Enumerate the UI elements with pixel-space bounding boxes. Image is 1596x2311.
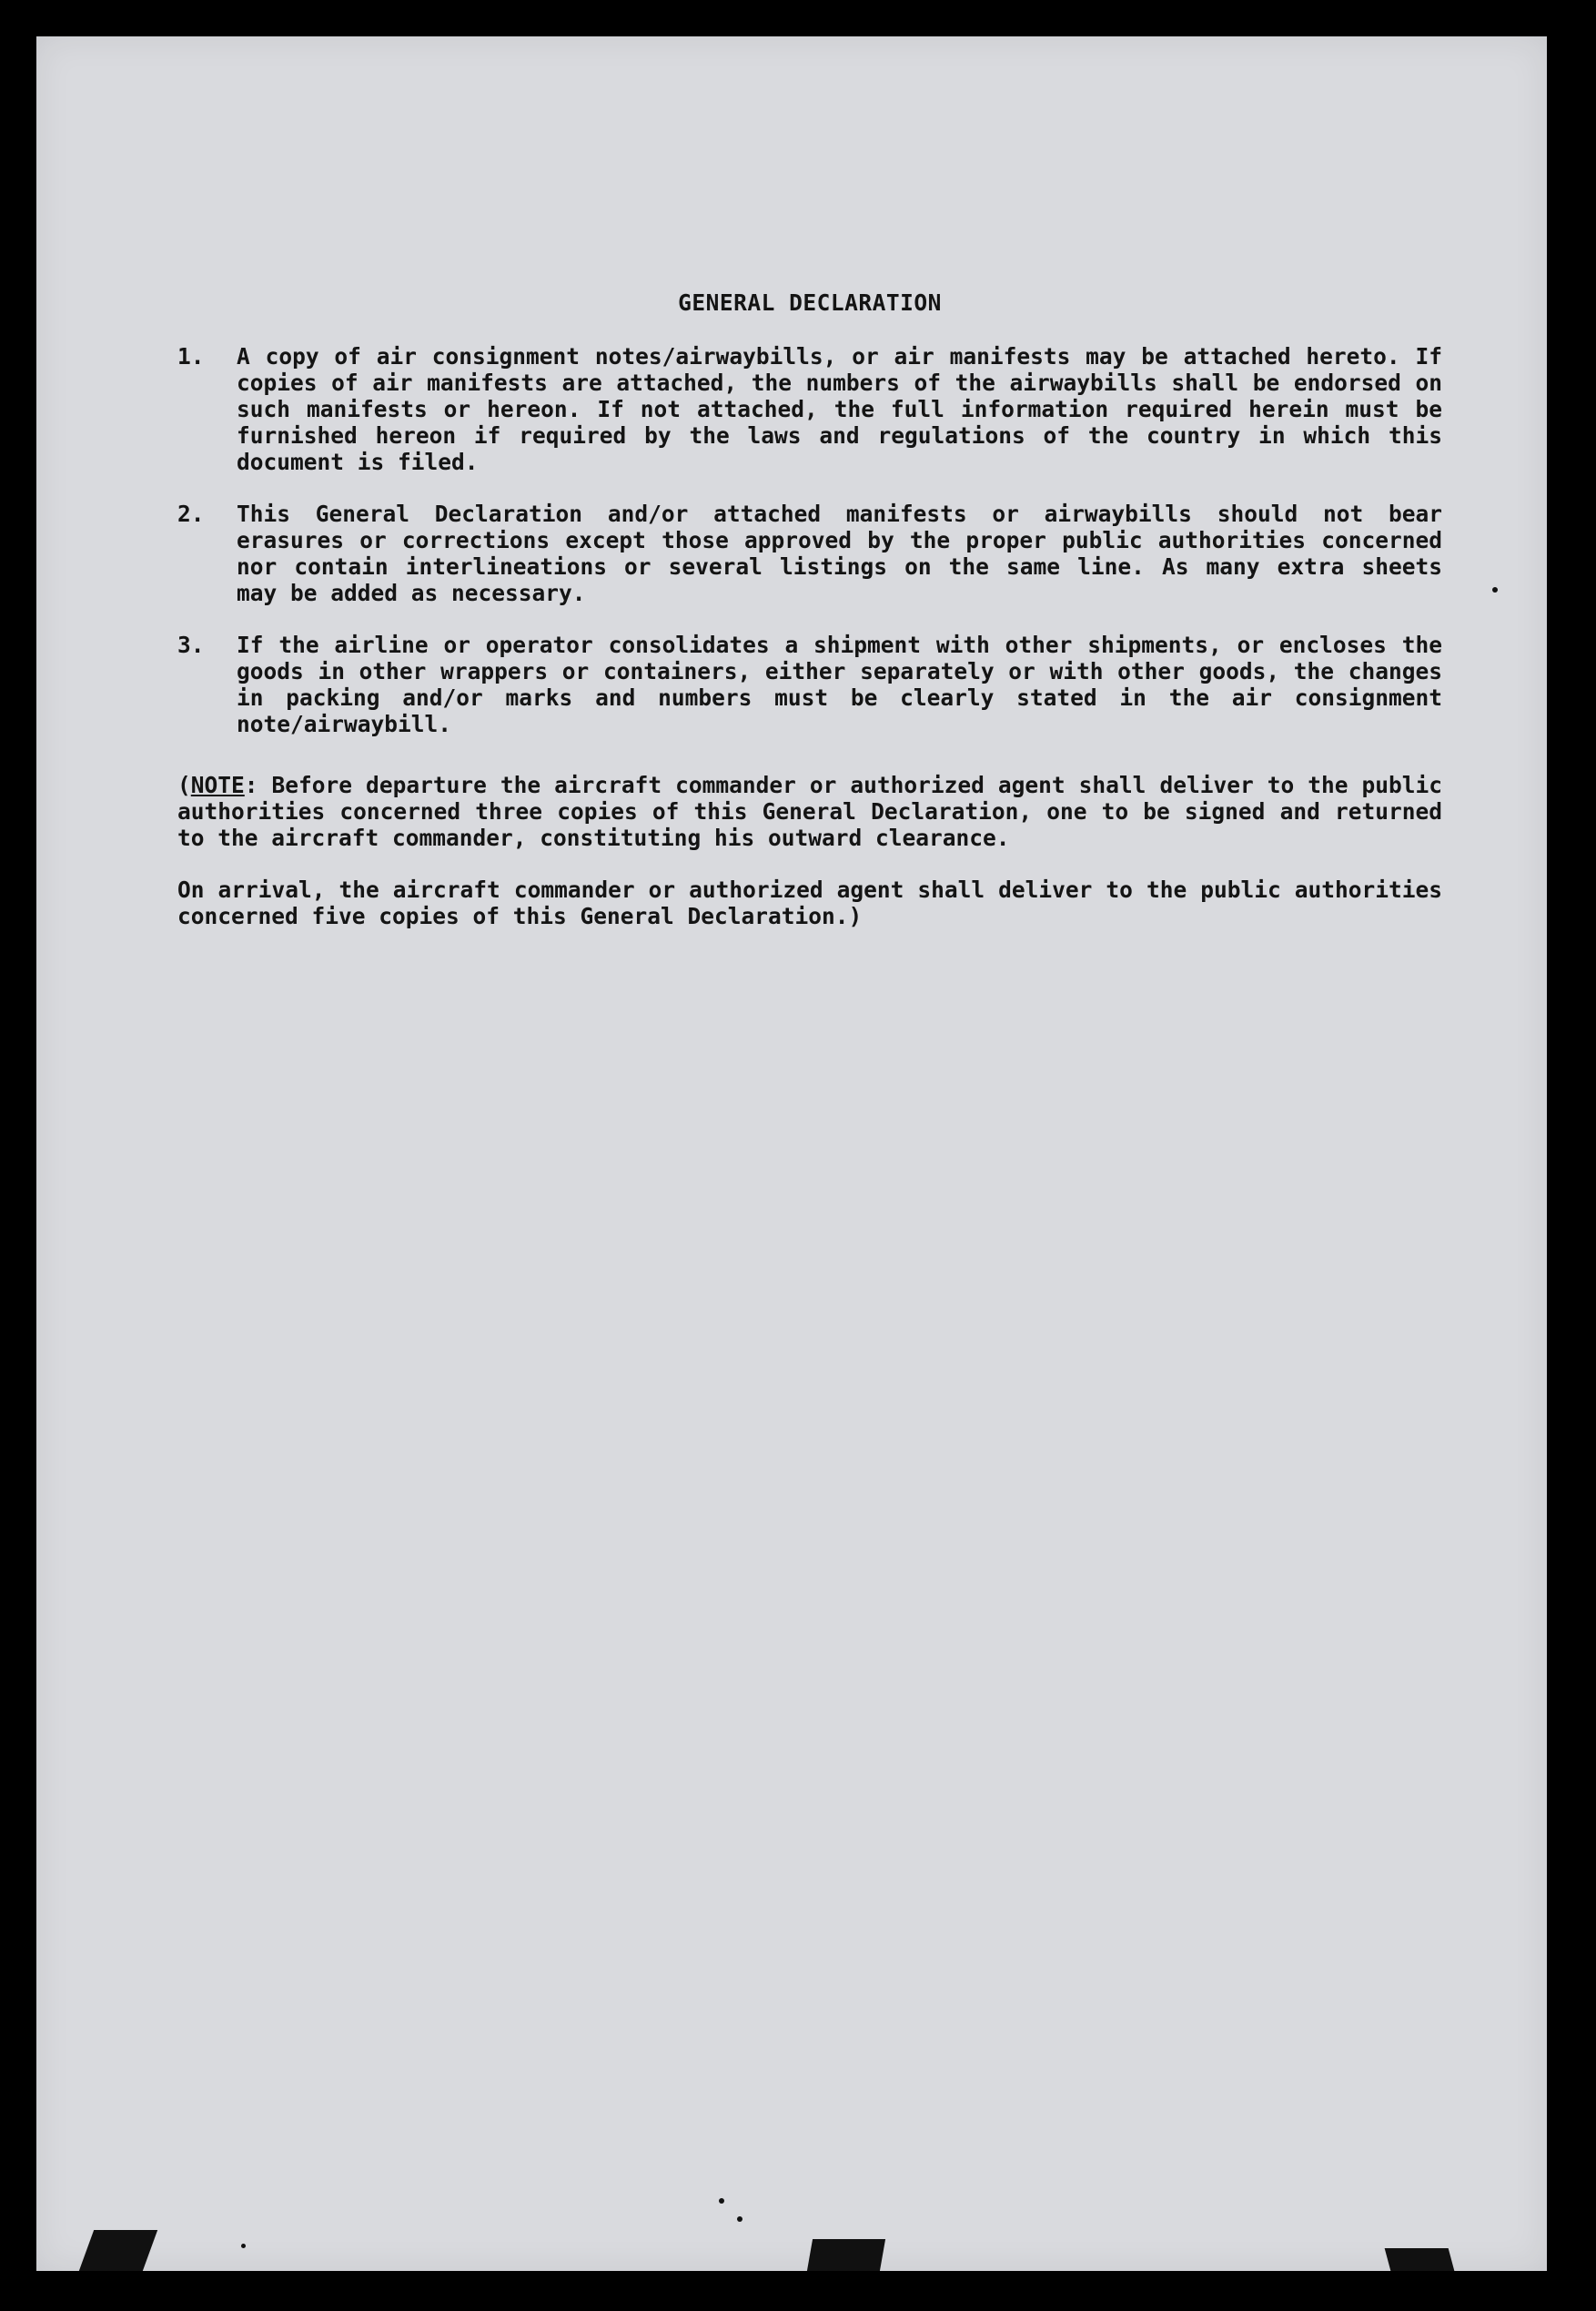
scan-artifact xyxy=(79,2230,157,2271)
arrival-paragraph: On arrival, the aircraft commander or authorized agent shall deliver to the public authorities concerned five copies of this General Declaration.) xyxy=(177,877,1442,929)
document-page xyxy=(36,36,1547,2271)
item-text: A copy of air consignment notes/airwaybills, or air manifests may be attached hereto. If copies of air manifests are attached, the numbers of the airwaybills shall be endorsed on such manifests or hereon. If not attached, the full information required herein must be furnished hereon if required by the laws and regulations of the country in which this document is filed. xyxy=(237,343,1442,475)
scan-artifact xyxy=(737,2216,742,2222)
item-number: 1. xyxy=(177,343,205,370)
scan-artifact xyxy=(241,2244,246,2248)
item-number: 3. xyxy=(177,632,205,658)
item-text: If the airline or operator consolidates a shipment with other shipments, or encloses the goods in other wrappers or containers, either separately or with other goods, the changes in packing and/or marks and numbers must be clearly stated in the air consignment note/airwaybill. xyxy=(237,632,1442,737)
scan-artifact xyxy=(1385,2248,1455,2271)
document-body xyxy=(177,250,1442,929)
note-label: NOTE xyxy=(190,772,245,798)
note-text: : Before departure the aircraft commander or authorized agent shall deliver to the public authorities concerned three copies of this General Declaration, one to be signed and returned to the aircraft commander, constituting his outward clearance. xyxy=(177,772,1442,851)
item-text: This General Declaration and/or attached manifests or airwaybills should not bear erasures or corrections except those approved by the proper public authorities concerned nor contain interlineations or several listings on the same line. As many extra sheets may be added as necessary. xyxy=(237,501,1442,606)
list-item xyxy=(177,632,1442,737)
item-number: 2. xyxy=(177,501,205,527)
list-item xyxy=(177,501,1442,606)
scan-artifact xyxy=(807,2239,885,2271)
scan-artifact xyxy=(719,2198,724,2204)
page-title: GENERAL DECLARATION xyxy=(678,289,942,316)
list-item xyxy=(177,343,1442,475)
note-paragraph: (NOTE: Before departure the aircraft commander or authorized agent shall deliver to the public authorities concerned three copies of this General Declaration, one to be signed and returned to the aircraft commander, constituting his outward clearance. xyxy=(177,772,1442,851)
scan-artifact xyxy=(1492,587,1498,593)
